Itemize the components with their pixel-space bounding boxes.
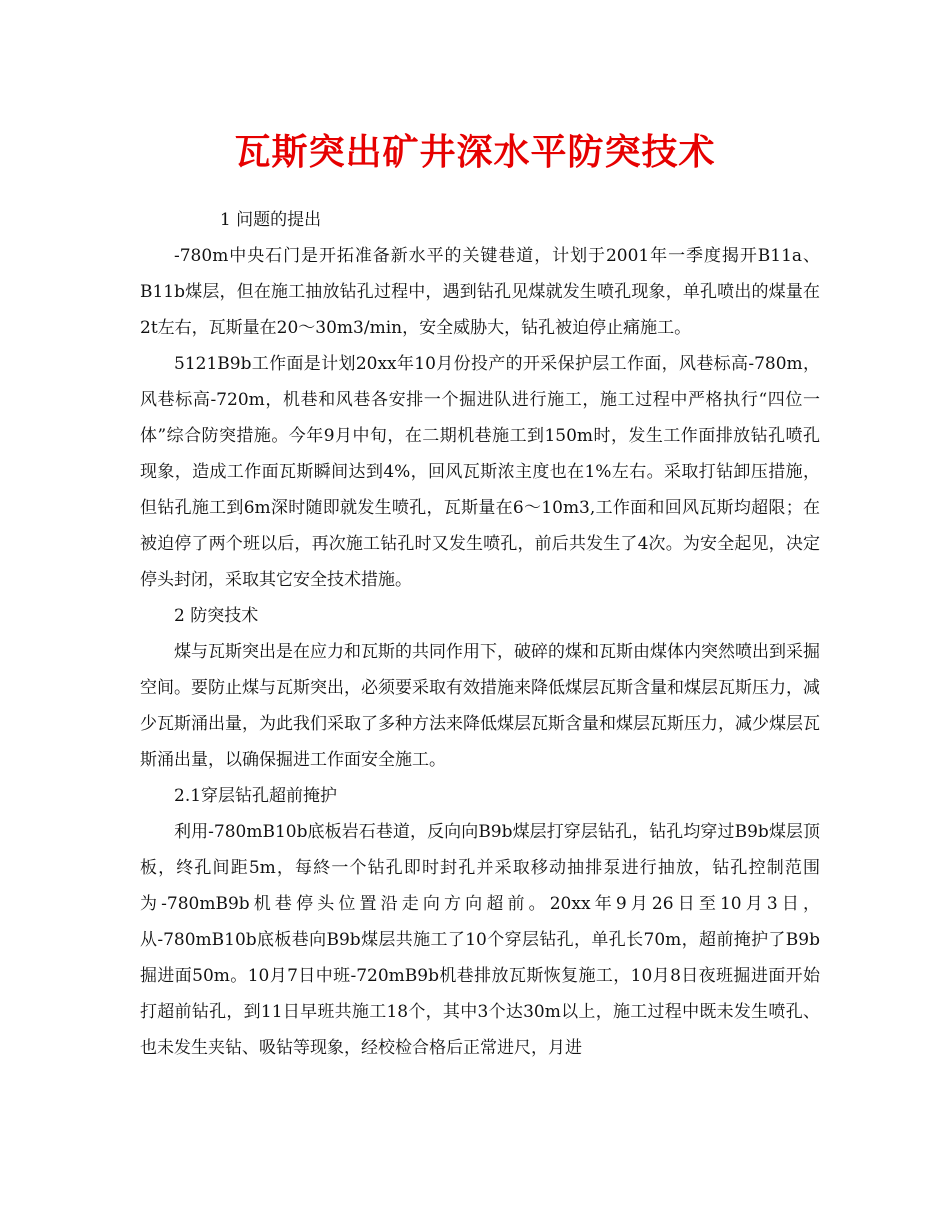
section-heading-1: 1 问题的提出 bbox=[219, 210, 322, 230]
document-title: 瓦斯突出矿井深水平防突技术 bbox=[234, 131, 716, 173]
document-body bbox=[140, 202, 820, 1066]
subsection-heading-2-1: 2.1穿层钻孔超前掩护 bbox=[174, 786, 338, 806]
paragraph: -780m中央石门是开拓准备新水平的关键巷道，计划于2001年一季度揭开B11a、B11b煤层，但在施工抽放钻孔过程中，遇到钻孔见煤就发生喷孔现象，单孔喷出的煤量在2t左右，瓦斯量在20～30m3/min，安全威胁大，钻孔被迫停止痛施工。 bbox=[140, 246, 820, 338]
paragraph: 5121B9b工作面是计划20xx年10月份投产的开采保护层工作面，风巷标高-780m，风巷标高-720m，机巷和风巷各安排一个掘进队进行施工，施工过程中严格执行“四位一体”综合防突措施。今年9月中旬，在二期机巷施工到150m时，发生工作面排放钻孔喷孔现象，造成工作面瓦斯瞬间达到4%，回风瓦斯浓主度也在1%左右。采取打钻卸压措施，但钻孔施工到6m深时随即就发生喷孔，瓦斯量在6～10m3,工作面和回风瓦斯均超限；在被迫停了两个班以后，再次施工钻孔时又发生喷孔，前后共发生了4次。为安全起见，决定停头封闭，采取其它安全技术措施。 bbox=[140, 354, 820, 590]
paragraph: 煤与瓦斯突出是在应力和瓦斯的共同作用下，破碎的煤和瓦斯由煤体内突然喷出到采掘空间。要防止煤与瓦斯突出，必须要采取有效措施来降低煤层瓦斯含量和煤层瓦斯压力，减少瓦斯涌出量，为此我们采取了多种方法来降低煤层瓦斯含量和煤层瓦斯压力，减少煤层瓦斯涌出量，以确保掘进工作面安全施工。 bbox=[140, 642, 820, 770]
section-heading-2: 2 防突技术 bbox=[174, 606, 259, 626]
paragraph: 利用-780mB10b底板岩石巷道，反向向B9b煤层打穿层钻孔，钻孔均穿过B9b煤层顶板，终孔间距5m，每終一个钻孔即时封孔并采取移动抽排泵进行抽放，钻孔控制范围为-780mB9b机巷停头位置沿走向方向超前。20xx年9月26日至10月3日，从-780mB10b底板巷向B9b煤层共施工了10个穿层钻孔，单孔长70m，超前掩护了B9b掘进面50m。10月7日中班-720mB9b机巷排放瓦斯恢复施工，10月8日夜班掘进面开始打超前钻孔，到11日早班共施工18个，其中3个达30m以上，施工过程中既未发生喷孔、也未发生夹钻、吸钻等现象，经校检合格后正常进尺，月进 bbox=[140, 822, 820, 1058]
